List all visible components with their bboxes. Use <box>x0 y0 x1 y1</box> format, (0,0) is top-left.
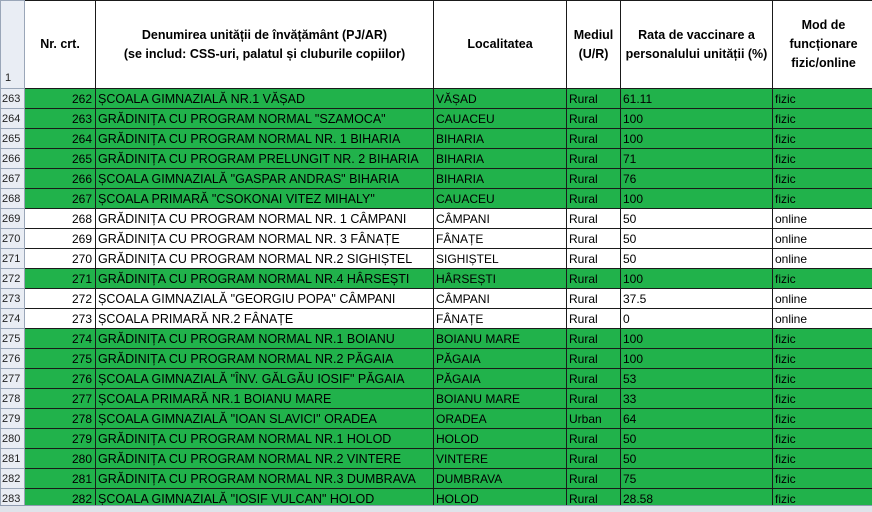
cell-localitate[interactable]: BIHARIA <box>434 129 567 149</box>
cell-localitate[interactable]: PĂGAIA <box>434 349 567 369</box>
row-number[interactable]: 282 <box>1 469 25 489</box>
table-row <box>1 149 872 169</box>
cell-localitate[interactable]: FÂNAȚE <box>434 309 567 329</box>
cell-localitate[interactable]: BOIANU MARE <box>434 389 567 409</box>
cell-mod[interactable]: online <box>773 249 872 269</box>
table-row <box>1 369 872 389</box>
cell-localitate[interactable]: VĂȘAD <box>434 89 567 109</box>
cell-rata[interactable]: 100 <box>621 269 773 289</box>
table-row <box>1 409 872 429</box>
table-row <box>1 269 872 289</box>
cell-rata[interactable]: 50 <box>621 449 773 469</box>
cell-denumire[interactable]: GRĂDINIȚA CU PROGRAM NORMAL NR.4 HÂRSEȘTI <box>96 269 434 289</box>
cell-mod[interactable]: fizic <box>773 169 872 189</box>
cell-denumire[interactable]: ȘCOALA GIMNAZIALĂ "ÎNV. GĂLGĂU IOSIF" PĂGAIA <box>96 369 434 389</box>
cell-mod[interactable]: fizic <box>773 449 872 469</box>
cell-mediu[interactable]: Rural <box>567 109 621 129</box>
table-row <box>1 469 872 489</box>
cell-localitate[interactable]: HOLOD <box>434 429 567 449</box>
cell-mediu[interactable]: Rural <box>567 389 621 409</box>
cell-nr-crt[interactable]: 272 <box>25 289 96 309</box>
cell-mediu[interactable]: Rural <box>567 89 621 109</box>
cell-denumire[interactable]: ȘCOALA PRIMARĂ NR.1 BOIANU MARE <box>96 389 434 409</box>
row-number[interactable]: 273 <box>1 289 25 309</box>
row-number[interactable]: 277 <box>1 369 25 389</box>
cell-nr-crt[interactable]: 276 <box>25 369 96 389</box>
cell-denumire[interactable]: ȘCOALA GIMNAZIALĂ "IOSIF VULCAN" HOLOD <box>96 489 434 509</box>
cell-localitate[interactable]: BIHARIA <box>434 169 567 189</box>
table-row <box>1 89 872 109</box>
cell-localitate[interactable]: FÂNAȚE <box>434 229 567 249</box>
row-number[interactable]: 269 <box>1 209 25 229</box>
cell-mod[interactable]: fizic <box>773 109 872 129</box>
cell-denumire[interactable]: GRĂDINIȚA CU PROGRAM NORMAL NR.1 HOLOD <box>96 429 434 449</box>
cell-nr-crt[interactable]: 278 <box>25 409 96 429</box>
cell-nr-crt[interactable]: 267 <box>25 189 96 209</box>
cell-mod[interactable]: fizic <box>773 489 872 509</box>
cell-mediu[interactable]: Rural <box>567 149 621 169</box>
cell-mod[interactable]: fizic <box>773 189 872 209</box>
row-number[interactable]: 280 <box>1 429 25 449</box>
cell-nr-crt[interactable]: 262 <box>25 89 96 109</box>
header-rata-vaccinare[interactable]: Rata de vaccinare a personalului unității (%) <box>621 1 773 89</box>
table-row <box>1 229 872 249</box>
cell-mediu[interactable]: Rural <box>567 129 621 149</box>
cell-mod[interactable]: online <box>773 209 872 229</box>
row-number[interactable]: 265 <box>1 129 25 149</box>
cell-mod[interactable]: fizic <box>773 429 872 449</box>
cell-mod[interactable]: fizic <box>773 149 872 169</box>
row-number[interactable]: 283 <box>1 489 25 509</box>
row-number[interactable]: 272 <box>1 269 25 289</box>
cell-nr-crt[interactable]: 275 <box>25 349 96 369</box>
row-number[interactable]: 266 <box>1 149 25 169</box>
cell-mod[interactable]: fizic <box>773 89 872 109</box>
cell-denumire[interactable]: GRĂDINIȚA CU PROGRAM NORMAL NR. 1 BIHARIA <box>96 129 434 149</box>
cell-rata[interactable]: 37.5 <box>621 289 773 309</box>
cell-denumire[interactable]: ȘCOALA PRIMARĂ NR.2 FÂNAȚE <box>96 309 434 329</box>
cell-mediu[interactable]: Rural <box>567 329 621 349</box>
header-mod-functionare[interactable]: Mod de funcționare fizic/online <box>773 1 872 89</box>
cell-rata[interactable]: 61.11 <box>621 89 773 109</box>
table-row <box>1 389 872 409</box>
table-row <box>1 109 872 129</box>
cell-mediu[interactable]: Rural <box>567 349 621 369</box>
cell-localitate[interactable]: CAUACEU <box>434 109 567 129</box>
cell-mediu[interactable]: Rural <box>567 489 621 509</box>
header-row <box>1 1 872 89</box>
cell-denumire[interactable]: ȘCOALA GIMNAZIALĂ "IOAN SLAVICI" ORADEA <box>96 409 434 429</box>
cell-mod[interactable]: fizic <box>773 389 872 409</box>
cell-rata[interactable]: 0 <box>621 309 773 329</box>
cell-rata[interactable]: 50 <box>621 209 773 229</box>
cell-nr-crt[interactable]: 277 <box>25 389 96 409</box>
cell-nr-crt[interactable]: 265 <box>25 149 96 169</box>
cell-mod[interactable]: fizic <box>773 409 872 429</box>
cell-nr-crt[interactable]: 269 <box>25 229 96 249</box>
cell-mediu[interactable]: Rural <box>567 369 621 389</box>
table-row <box>1 289 872 309</box>
cell-denumire[interactable]: GRĂDINIȚA CU PROGRAM NORMAL NR.3 DUMBRAVA <box>96 469 434 489</box>
cell-denumire[interactable]: GRĂDINIȚA CU PROGRAM NORMAL NR.2 SIGHIȘTEL <box>96 249 434 269</box>
cell-mediu[interactable]: Rural <box>567 429 621 449</box>
cell-nr-crt[interactable]: 271 <box>25 269 96 289</box>
row-number-header[interactable]: 1 <box>1 1 25 89</box>
cell-localitate[interactable]: BIHARIA <box>434 149 567 169</box>
table-row <box>1 169 872 189</box>
row-number[interactable]: 270 <box>1 229 25 249</box>
row-number[interactable]: 274 <box>1 309 25 329</box>
table-row <box>1 189 872 209</box>
table-row <box>1 129 872 149</box>
cell-denumire[interactable]: GRĂDINIȚA CU PROGRAM NORMAL NR.1 BOIANU <box>96 329 434 349</box>
cell-rata[interactable]: 100 <box>621 129 773 149</box>
cell-rata[interactable]: 64 <box>621 409 773 429</box>
cell-denumire[interactable]: GRĂDINIȚA CU PROGRAM NORMAL NR.2 PĂGAIA <box>96 349 434 369</box>
row-number[interactable]: 281 <box>1 449 25 469</box>
table-row <box>1 349 872 369</box>
cell-localitate[interactable]: CAUACEU <box>434 189 567 209</box>
cell-localitate[interactable]: SIGHIȘTEL <box>434 249 567 269</box>
cell-mediu[interactable]: Rural <box>567 209 621 229</box>
cell-denumire[interactable]: GRĂDINIȚA CU PROGRAM NORMAL "SZAMOCA" <box>96 109 434 129</box>
table-row <box>1 249 872 269</box>
cell-mediu[interactable]: Rural <box>567 229 621 249</box>
cell-mod[interactable]: online <box>773 309 872 329</box>
cell-mediu[interactable]: Rural <box>567 289 621 309</box>
cell-mod[interactable]: fizic <box>773 349 872 369</box>
cell-denumire[interactable]: ȘCOALA GIMNAZIALĂ "GASPAR ANDRAS" BIHARIA <box>96 169 434 189</box>
cell-nr-crt[interactable]: 279 <box>25 429 96 449</box>
cell-rata[interactable]: 100 <box>621 109 773 129</box>
header-denumire-line2: (se includ: CSS-uri, palatul și cluburile copiilor) <box>98 45 431 64</box>
cell-nr-crt[interactable]: 270 <box>25 249 96 269</box>
cell-mediu[interactable]: Rural <box>567 169 621 189</box>
cell-rata[interactable]: 75 <box>621 469 773 489</box>
cell-nr-crt[interactable]: 266 <box>25 169 96 189</box>
row-number[interactable]: 268 <box>1 189 25 209</box>
cell-rata[interactable]: 28.58 <box>621 489 773 509</box>
cell-localitate[interactable]: DUMBRAVA <box>434 469 567 489</box>
cell-nr-crt[interactable]: 282 <box>25 489 96 509</box>
cell-mediu[interactable]: Rural <box>567 269 621 289</box>
cell-mod[interactable]: fizic <box>773 129 872 149</box>
table-row <box>1 309 872 329</box>
cell-mod[interactable]: online <box>773 289 872 309</box>
cell-localitate[interactable]: CÂMPANI <box>434 289 567 309</box>
row-number[interactable]: 278 <box>1 389 25 409</box>
cell-mod[interactable]: fizic <box>773 269 872 289</box>
row-number[interactable]: 279 <box>1 409 25 429</box>
cell-denumire[interactable]: ȘCOALA GIMNAZIALĂ "GEORGIU POPA" CÂMPANI <box>96 289 434 309</box>
cell-localitate[interactable]: HOLOD <box>434 489 567 509</box>
cell-denumire[interactable]: GRĂDINIȚA CU PROGRAM PRELUNGIT NR. 2 BIHARIA <box>96 149 434 169</box>
cell-nr-crt[interactable]: 281 <box>25 469 96 489</box>
cell-mediu[interactable]: Urban <box>567 409 621 429</box>
cell-nr-crt[interactable]: 264 <box>25 129 96 149</box>
cell-mod[interactable]: online <box>773 229 872 249</box>
cell-rata[interactable]: 100 <box>621 329 773 349</box>
header-localitatea[interactable]: Localitatea <box>434 1 567 89</box>
cell-localitate[interactable]: ORADEA <box>434 409 567 429</box>
cell-nr-crt[interactable]: 268 <box>25 209 96 229</box>
row-number[interactable]: 264 <box>1 109 25 129</box>
cell-nr-crt[interactable]: 274 <box>25 329 96 349</box>
cell-rata[interactable]: 50 <box>621 429 773 449</box>
cell-mod[interactable]: fizic <box>773 469 872 489</box>
cell-rata[interactable]: 100 <box>621 189 773 209</box>
cell-localitate[interactable]: PĂGAIA <box>434 369 567 389</box>
table-row <box>1 449 872 469</box>
row-number[interactable]: 276 <box>1 349 25 369</box>
cell-denumire[interactable]: ȘCOALA PRIMARĂ "CSOKONAI VITEZ MIHALY" <box>96 189 434 209</box>
cell-nr-crt[interactable]: 273 <box>25 309 96 329</box>
cell-rata[interactable]: 50 <box>621 249 773 269</box>
header-nr-crt[interactable]: Nr. crt. <box>25 1 96 89</box>
cell-localitate[interactable]: VINTERE <box>434 449 567 469</box>
cell-mediu[interactable]: Rural <box>567 249 621 269</box>
cell-mediu[interactable]: Rural <box>567 309 621 329</box>
table-row <box>1 429 872 449</box>
row-number[interactable]: 267 <box>1 169 25 189</box>
cell-localitate[interactable]: CÂMPANI <box>434 209 567 229</box>
cell-rata[interactable]: 33 <box>621 389 773 409</box>
cell-denumire[interactable]: ȘCOALA GIMNAZIALĂ NR.1 VĂȘAD <box>96 89 434 109</box>
header-denumire[interactable] <box>96 1 434 89</box>
cell-localitate[interactable]: BOIANU MARE <box>434 329 567 349</box>
row-number[interactable]: 263 <box>1 89 25 109</box>
cell-mediu[interactable]: Rural <box>567 449 621 469</box>
row-number[interactable]: 271 <box>1 249 25 269</box>
cell-rata[interactable]: 71 <box>621 149 773 169</box>
cell-rata[interactable]: 53 <box>621 369 773 389</box>
table-row <box>1 209 872 229</box>
cell-rata[interactable]: 76 <box>621 169 773 189</box>
table-row <box>1 329 872 349</box>
cell-mediu[interactable]: Rural <box>567 189 621 209</box>
cell-rata[interactable]: 50 <box>621 229 773 249</box>
cell-nr-crt[interactable]: 263 <box>25 109 96 129</box>
cell-mediu[interactable]: Rural <box>567 469 621 489</box>
cell-mod[interactable]: fizic <box>773 369 872 389</box>
cell-mod[interactable]: fizic <box>773 329 872 349</box>
cell-localitate[interactable]: HÂRSEȘTI <box>434 269 567 289</box>
cell-rata[interactable]: 100 <box>621 349 773 369</box>
cell-denumire[interactable]: GRĂDINIȚA CU PROGRAM NORMAL NR. 3 FÂNAȚE <box>96 229 434 249</box>
row-number[interactable]: 275 <box>1 329 25 349</box>
cell-nr-crt[interactable]: 280 <box>25 449 96 469</box>
header-denumire-line1: Denumirea unității de învățământ (PJ/AR) <box>98 26 431 45</box>
cell-denumire[interactable]: GRĂDINIȚA CU PROGRAM NORMAL NR. 1 CÂMPANI <box>96 209 434 229</box>
header-mediul[interactable]: Mediul (U/R) <box>567 1 621 89</box>
cell-denumire[interactable]: GRĂDINIȚA CU PROGRAM NORMAL NR.2 VINTERE <box>96 449 434 469</box>
